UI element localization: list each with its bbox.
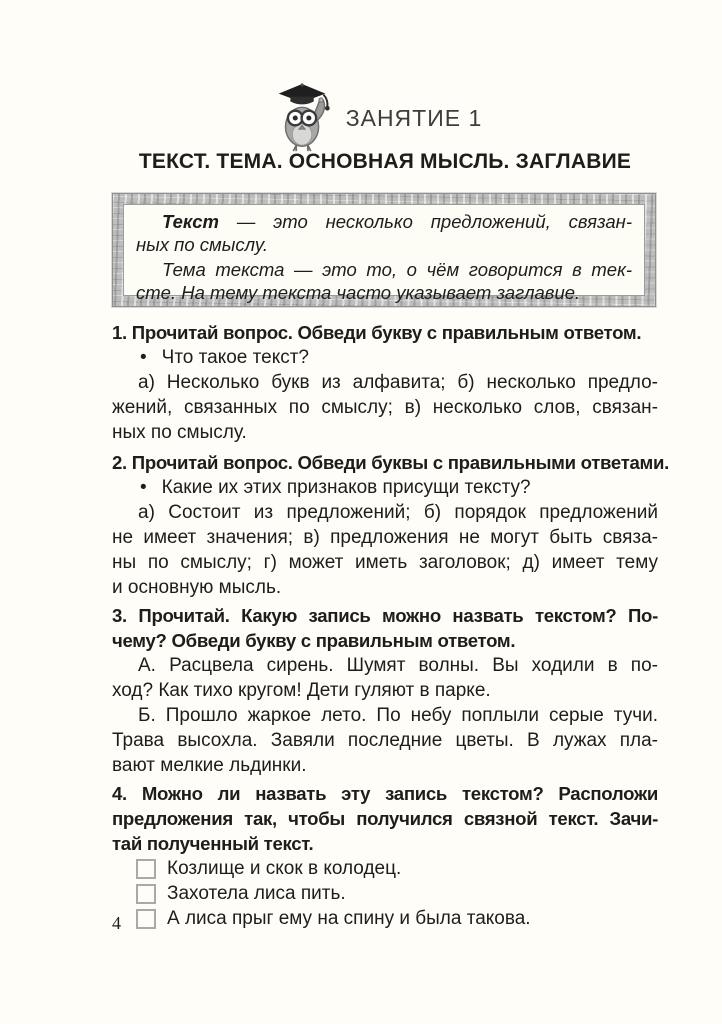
answer-options-line: ны по смыслу; г) может иметь заголовок; д) имеет тему — [112, 552, 658, 573]
variant-b-line: вают мелкие льдинки. — [112, 755, 307, 776]
definition-line: Тема текста — это то, о чём говорится в тек- — [162, 259, 632, 280]
owl-graduate-icon — [272, 82, 336, 154]
variant-b-line: Трава высохла. Завяли последние цветы. В лужах пла- — [112, 730, 658, 751]
exercise-1-heading: 1. Прочитай вопрос. Обведи букву с правильным ответом. — [112, 322, 642, 343]
exercise-3-heading: чему? Обведи букву с правильным ответом. — [112, 630, 516, 651]
sentence-row — [112, 906, 658, 931]
definition-text: — это несколько предложений, связан- — [219, 211, 632, 232]
sentence-text: Захотела лиса пить. — [167, 883, 346, 904]
exercise-4 — [112, 781, 658, 931]
exercise-2-heading: 2. Прочитай вопрос. Обведи буквы с правильными ответами. — [112, 452, 669, 473]
definition-line — [136, 210, 632, 233]
checkbox-icon — [136, 884, 156, 904]
bullet-icon: • — [140, 347, 147, 368]
page-title: ТЕКСТ. ТЕМА. ОСНОВНАЯ МЫСЛЬ. ЗАГЛАВИЕ — [138, 150, 632, 173]
sentence-text: А лиса прыг ему на спину и была такова. — [167, 908, 531, 929]
checkbox-icon — [136, 859, 156, 879]
definition-line: сте. На тему текста часто указывает заглавие. — [136, 282, 581, 303]
exercise-4-heading: предложения так, чтобы получился связной текст. Зачи- — [112, 808, 658, 829]
exercise-3-heading: 3. Прочитай. Какую запись можно назвать текстом? По- — [112, 605, 658, 626]
lesson-header — [16, 82, 722, 154]
definition-line: ных по смыслу. — [136, 234, 268, 255]
variant-b-line: Б. Прошло жаркое лето. По небу поплыли серые тучи. — [138, 705, 658, 726]
exercise-3 — [112, 603, 658, 778]
definition-term: Текст — [162, 211, 219, 232]
question-text: Какие их этих признаков присущи тексту? — [161, 477, 531, 498]
answer-options-line: а) Несколько букв из алфавита; б) несколько предло- — [138, 372, 658, 393]
definition-box — [112, 193, 656, 307]
exercise-2 — [112, 450, 669, 600]
sentence-row — [112, 881, 658, 906]
question-text: Что такое текст? — [161, 347, 309, 368]
answer-options-line: ных по смыслу. — [112, 422, 247, 443]
variant-a-line: ход? Как тихо кругом! Дети гуляют в парке. — [112, 680, 491, 701]
answer-options-line: не имеет значения; в) предложения не могут быть связа- — [112, 527, 658, 548]
exercises — [112, 320, 669, 931]
exercise-1-question — [112, 345, 658, 370]
exercise-4-heading: 4. Можно ли назвать эту запись текстом? Расположи — [112, 783, 658, 804]
answer-options-line: и основную мысль. — [112, 577, 282, 598]
exercise-2-question — [112, 475, 658, 500]
sentence-text: Козлище и скок в колодец. — [167, 858, 402, 879]
bullet-icon: • — [140, 477, 147, 498]
checkbox-icon — [136, 909, 156, 929]
exercise-4-heading: тай полученный текст. — [112, 833, 314, 854]
definition-box-inner — [123, 204, 645, 303]
lesson-label: ЗАНЯТИЕ 1 — [345, 104, 483, 131]
answer-options-line: а) Состоит из предложений; б) порядок предложений — [138, 502, 658, 523]
page-number: 4 — [112, 913, 121, 933]
exercise-1 — [112, 320, 658, 445]
answer-options-line: жений, связанных по смыслу; в) несколько слов, связан- — [112, 397, 658, 418]
sentence-row — [112, 856, 658, 881]
variant-a-line: А. Расцвела сирень. Шумят волны. Вы ходили в по- — [138, 655, 658, 676]
